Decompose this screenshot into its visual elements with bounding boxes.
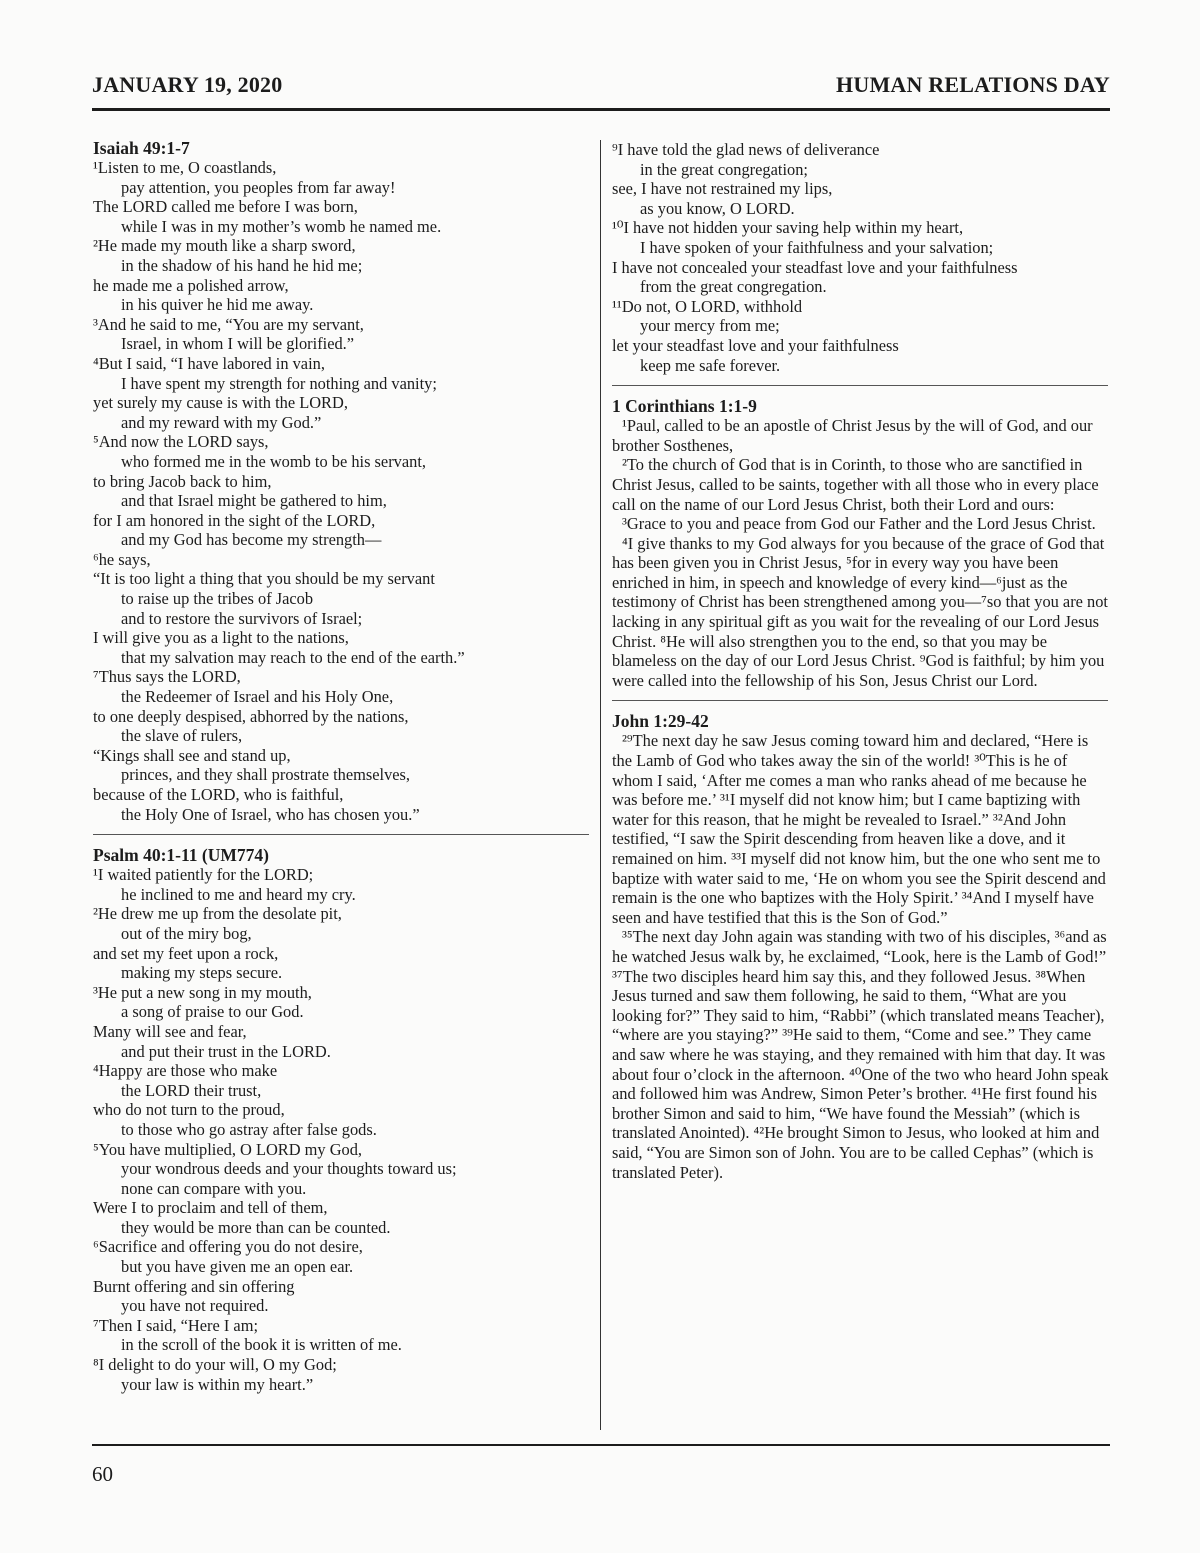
verse-line: none can compare with you. [121, 1178, 307, 1198]
verse-line: out of the miry bog, [121, 923, 252, 943]
section-divider [612, 700, 1108, 701]
right-column [612, 140, 1110, 1182]
corinthians-reading [612, 416, 1110, 690]
verse-line: you have not required. [121, 1296, 269, 1316]
page-header [92, 72, 1110, 104]
verse-line: ⁷Thus says the LORD, [93, 667, 241, 687]
verse-line: Were I to proclaim and tell of them, [93, 1198, 328, 1218]
john-reading [612, 731, 1110, 1182]
psalm-reading-continued [612, 140, 1110, 375]
john-title: John 1:29-42 [612, 711, 709, 732]
header-occasion: HUMAN RELATIONS DAY [836, 72, 1110, 97]
verse-paragraph: ²⁹The next day he saw Jesus coming toward him and declared, “Here is the Lamb of God who takes away the sin of the world! ³⁰This is he of whom I said, ‘After me comes a man who ranks ahead of me because he was before me.’ ³¹I myself did not know him; but I came baptizing with water for this reason, that he might be revealed to Israel.” ³²And John testified, “I saw the Spirit descending from heaven like a dove, and it remained on him. ³³I myself did not know him, but the one who sent me to baptize with water said to me, ‘He on whom you see the Spirit descend and remain is the one who baptizes with the Holy Spirit.’ ³⁴And I myself have seen and have testified that this is the Son of God.” [612, 731, 1106, 927]
verse-line: and my reward with my God.” [121, 412, 322, 432]
verse-line: ⁵You have multiplied, O LORD my God, [93, 1139, 363, 1159]
isaiah-reading [93, 158, 583, 824]
verse-paragraph: ³Grace to you and peace from God our Father and the Lord Jesus Christ. [622, 514, 1096, 534]
verse-line: and that Israel might be gathered to him, [121, 491, 387, 511]
verse-line: ²He made my mouth like a sharp sword, [93, 236, 356, 256]
header-rule [92, 108, 1110, 111]
verse-line: the Holy One of Israel, who has chosen you.” [121, 804, 420, 824]
verse-line: the Redeemer of Israel and his Holy One, [121, 687, 394, 707]
verse-line: and set my feet upon a rock, [93, 943, 279, 963]
verse-line: to one deeply despised, abhorred by the nations, [93, 706, 409, 726]
verse-line: ²He drew me up from the desolate pit, [93, 904, 342, 924]
verse-line: because of the LORD, who is faithful, [93, 785, 344, 804]
left-column [93, 138, 583, 1394]
verse-line: I have not concealed your steadfast love and your faithfulness [612, 257, 1018, 277]
verse-line: and to restore the survivors of Israel; [121, 608, 363, 628]
header-date: JANUARY 19, 2020 [92, 72, 283, 97]
verse-line: ⁴Happy are those who make [93, 1061, 278, 1081]
verse-paragraph: ²To the church of God that is in Corinth, to those who are sanctified in Christ Jesus, called to be saints, together with all those who in every place call on the name of our Lord Jesus Christ, both their Lord and ours: [612, 455, 1099, 514]
column-divider [600, 140, 601, 1430]
verse-line: while I was in my mother’s womb he named me. [121, 216, 442, 236]
verse-line: Burnt offering and sin offering [93, 1276, 295, 1296]
verse-line: who formed me in the womb to be his servant, [121, 451, 426, 471]
verse-line: I have spoken of your faithfulness and your salvation; [640, 237, 994, 257]
verse-line: ¹⁰I have not hidden your saving help within my heart, [612, 218, 964, 238]
corinthians-title: 1 Corinthians 1:1-9 [612, 396, 757, 417]
verse-line: ⁹I have told the glad news of deliverance [612, 140, 880, 159]
section-divider [612, 385, 1108, 386]
verse-line: ⁸I delight to do your will, O my God; [93, 1355, 337, 1375]
verse-line: ⁷Then I said, “Here I am; [93, 1315, 258, 1335]
verse-line: ⁵And now the LORD says, [93, 432, 269, 452]
verse-line: your law is within my heart.” [121, 1374, 314, 1394]
verse-line: ¹I waited patiently for the LORD; [93, 865, 314, 885]
verse-line: the LORD their trust, [121, 1080, 262, 1100]
verse-line: they would be more than can be counted. [121, 1217, 391, 1237]
verse-line: “It is too light a thing that you should be my servant [93, 569, 435, 589]
verse-line: ¹¹Do not, O LORD, withhold [612, 296, 803, 316]
verse-line: I have spent my strength for nothing and vanity; [121, 373, 437, 393]
verse-line: from the great congregation. [640, 277, 827, 297]
verse-line: a song of praise to our God. [121, 1002, 304, 1022]
isaiah-title: Isaiah 49:1-7 [93, 138, 190, 158]
verse-line: I will give you as a light to the nations, [93, 628, 349, 648]
verse-line: the slave of rulers, [121, 726, 243, 746]
verse-line: ⁶Sacrifice and offering you do not desire, [93, 1237, 363, 1257]
verse-line: to those who go astray after false gods. [121, 1119, 377, 1139]
verse-line: he made me a polished arrow, [93, 275, 289, 295]
verse-line: and put their trust in the LORD. [121, 1041, 331, 1061]
verse-line: your mercy from me; [640, 316, 780, 336]
verse-line: yet surely my cause is with the LORD, [93, 393, 348, 413]
verse-line: “Kings shall see and stand up, [93, 745, 291, 765]
verse-line: in his quiver he hid me away. [121, 295, 314, 315]
verse-line: but you have given me an open ear. [121, 1257, 354, 1277]
verse-line: The LORD called me before I was born, [93, 197, 358, 217]
page-number: 60 [92, 1462, 113, 1486]
verse-line: let your steadfast love and your faithfulness [612, 335, 899, 355]
psalm-reading [93, 865, 583, 1394]
verse-line: he inclined to me and heard my cry. [121, 884, 356, 904]
verse-paragraph: ³⁵The next day John again was standing with two of his disciples, ³⁶and as he watched Jesus walk by, he exclaimed, “Look, here is the Lamb of God!” ³⁷The two disciples heard him say this, and they followed Jesus. ³⁸When Jesus turned and saw them following, he said to them, “What are you looking for?” They said to him, “Rabbi” (which translated means Teacher), “where are you staying?” ³⁹He said to them, “Come and see.” They came and saw where he was staying, and they remained with him that day. It was about four o’clock in the afternoon. ⁴⁰One of the two who heard John speak and followed him was Andrew, Simon Peter’s brother. ⁴¹He first found his brother Simon and said to him, “We have found the Messiah” (which is translated Anointed). ⁴²He brought Simon to Jesus, who looked at him and said, “You are Simon son of John. You are to be called Cephas” (which is translated Peter). [612, 927, 1109, 1182]
verse-line: in the scroll of the book it is written of me. [121, 1335, 402, 1355]
verse-line: to bring Jacob back to him, [93, 471, 272, 491]
verse-line: that my salvation may reach to the end of the earth.” [121, 647, 465, 667]
verse-line: ⁶he says, [93, 549, 151, 569]
psalm-title: Psalm 40:1-11 (UM774) [93, 845, 269, 866]
verse-line: making my steps secure. [121, 963, 283, 983]
verse-paragraph: ¹Paul, called to be an apostle of Christ Jesus by the will of God, and our brother Sosthenes, [612, 416, 1093, 455]
verse-line: as you know, O LORD. [640, 198, 795, 218]
verse-line: princes, and they shall prostrate themselves, [121, 765, 411, 785]
verse-line: ³And he said to me, “You are my servant, [93, 314, 364, 334]
verse-line: ¹Listen to me, O coastlands, [93, 158, 277, 177]
verse-line: keep me safe forever. [640, 355, 781, 375]
verse-line: who do not turn to the proud, [93, 1100, 285, 1120]
verse-line: pay attention, you peoples from far away! [121, 177, 396, 197]
verse-line: ³He put a new song in my mouth, [93, 982, 312, 1002]
verse-line: Many will see and fear, [93, 1021, 247, 1041]
verse-line: ⁴But I said, “I have labored in vain, [93, 353, 325, 373]
section-divider [93, 834, 589, 835]
verse-line: Israel, in whom I will be glorified.” [121, 334, 355, 354]
verse-line: see, I have not restrained my lips, [612, 179, 833, 199]
verse-line: to raise up the tribes of Jacob [121, 589, 314, 609]
verse-paragraph: ⁴I give thanks to my God always for you because of the grace of God that has been given you in Christ Jesus, ⁵for in every way you have been enriched in him, in speech and knowledge of every kind—⁶just as the testimony of Christ has been strengthened among you—⁷so that you are not lacking in any spiritual gift as you wait for the revealing of our Lord Jesus Christ. ⁸He will also strengthen you to the end, so that you may be blameless on the day of our Lord Jesus Christ. ⁹God is faithful; by him you were called into the fellowship of his Son, Jesus Christ our Lord. [612, 533, 1108, 690]
verse-line: in the great congregation; [640, 159, 808, 179]
verse-line: and my God has become my strength— [121, 530, 382, 550]
verse-line: in the shadow of his hand he hid me; [121, 255, 363, 275]
footer-rule [92, 1444, 1110, 1446]
verse-line: your wondrous deeds and your thoughts toward us; [121, 1159, 457, 1179]
verse-line: for I am honored in the sight of the LORD, [93, 510, 376, 530]
